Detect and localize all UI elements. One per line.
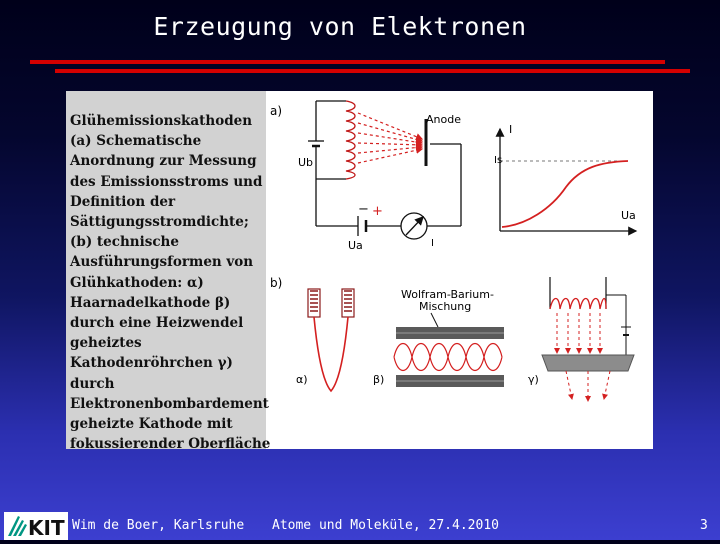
kit-logo-text: KIT (28, 516, 65, 540)
label-a: a) (270, 104, 283, 118)
caption-line: Anordnung zur Messung (70, 153, 257, 170)
saturation-graph (500, 129, 636, 231)
footer-course: Atome und Moleküle, 27.4.2010 (272, 518, 499, 533)
electron-rays (358, 113, 422, 163)
plus-sign: + (372, 204, 383, 219)
slide-title: Erzeugung von Elektronen (153, 12, 527, 41)
graph-x-label: Ua (621, 209, 636, 222)
figure-image (66, 91, 653, 453)
caption-line: Ausführungsformen von (70, 254, 254, 271)
caption-line: Haarnadelkathode β) (70, 294, 231, 311)
caption-line: Kathodenröhrchen γ) (70, 355, 233, 372)
diagram-svg (266, 91, 653, 449)
tube-cathode (394, 313, 504, 387)
wolfram-label-line1: Wolfram-Barium- (401, 288, 494, 301)
graph-y-label: I (509, 123, 513, 136)
beta-label: β) (373, 373, 385, 386)
gamma-label: γ) (528, 373, 539, 386)
caption-line: geheizte Kathode mit (70, 416, 233, 433)
caption-line: Glühkathoden: α) (70, 274, 204, 291)
figure-caption-panel (66, 91, 271, 453)
title-underline-bottom (55, 69, 690, 73)
footer-page-number: 3 (700, 518, 708, 533)
caption-line: Elektronenbombardement (70, 395, 269, 412)
ub-label: Ub (298, 156, 314, 169)
graph-is-label: Is (494, 155, 503, 166)
title-underline-top (30, 60, 665, 64)
label-b: b) (270, 276, 283, 290)
ammeter-i-label: I (431, 238, 434, 249)
caption-line: (b) technische (70, 234, 179, 251)
caption-line: des Emissionsstroms und (70, 173, 263, 190)
alpha-label: α) (296, 373, 308, 386)
caption-line: Definition der (70, 193, 176, 210)
wolfram-label-line2: Mischung (419, 300, 472, 313)
caption-line: Sättigungsstromdichte; (70, 214, 249, 231)
hairpin-cathode (308, 289, 354, 391)
kit-logo (4, 512, 68, 540)
anode-label: Anode (426, 113, 461, 126)
caption-line: fokussierender Oberfläche (70, 436, 271, 453)
caption-line: (a) Schematische (70, 133, 202, 150)
figure-caption (70, 111, 271, 454)
minus-sign: − (358, 202, 369, 217)
caption-line: durch (70, 375, 115, 392)
bombardment-cathode (542, 277, 634, 401)
ua-label: Ua (348, 239, 363, 252)
saturation-curve (502, 161, 628, 227)
caption-line: geheiztes (70, 335, 142, 352)
footer-author: Wim de Boer, Karlsruhe (72, 518, 245, 533)
caption-line: durch eine Heizwendel (70, 315, 244, 332)
caption-line: Glühemissionskathoden (70, 113, 253, 129)
figure-diagram (266, 91, 653, 449)
